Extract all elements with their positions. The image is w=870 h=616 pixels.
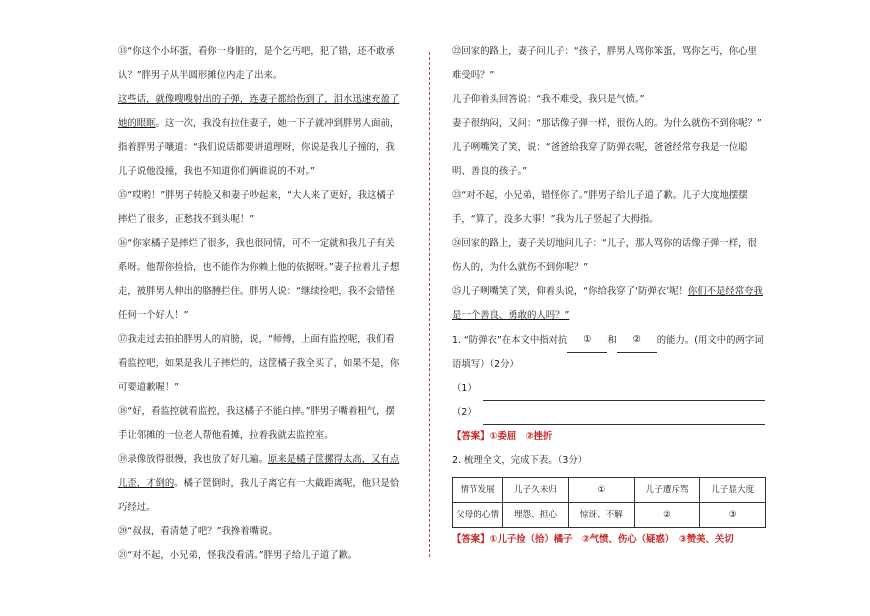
- paragraph-wife-asks: 妻子很纳闷，又问：“那话像子弹一样，很伤人的。为什么就伤不到你呢？”: [452, 118, 762, 129]
- table-cell: 儿子显大度: [700, 478, 766, 503]
- paragraph-25-start: ㉕儿子咧嘴笑了笑，仰着头说，“你给我穿了‘防弹衣’呢！: [452, 286, 688, 297]
- table-cell: ③: [700, 503, 766, 528]
- paragraph-14-rest: 。这一次，我没有拉住妻子，她一下子就冲到胖男人面前，指着胖男子嚷道：“我们说话都要讲道理呀，你说是我儿子撞的，我儿子说他没撞，我也不知道你们俩谁说的不对。”: [118, 118, 400, 177]
- paragraph-14: [118, 88, 400, 184]
- paragraph-21: ㉑“对不起，小兄弟，怪我没看清。”胖男子给儿子道了歉。: [118, 550, 358, 561]
- answer-line-1[interactable]: [483, 384, 765, 401]
- paragraph-19: [118, 448, 400, 520]
- blank-1[interactable]: ①: [567, 328, 607, 353]
- paragraph-14-underlined: 这些话，就像嗖嗖射出的子弹，连妻子都给伤到了，泪水迅速充盈了她的眼眶: [118, 94, 400, 129]
- paragraph-19-start: ⑲录像放得很慢，我也放了好几遍。: [118, 454, 269, 465]
- answer-label: 【答案】: [452, 534, 490, 545]
- fill-row-2: [452, 401, 766, 425]
- table-row: [453, 478, 766, 503]
- left-column: [118, 40, 400, 568]
- question-2: 2. 梳理全文，完成下表。（3分）: [452, 455, 588, 466]
- paragraph-24: ㉔回家的路上，妻子关切地问儿子：“儿子，那人骂你的话像子弹一样，很伤人的，为什么就伤不到你呢？”: [452, 238, 757, 273]
- paragraph-16: ⑯“你家橘子是摔烂了很多，我也很同情，可不一定就和我儿子有关系呀。他帮你捡拾，也不能作为你赖上他的依据呀。”妻子拉着儿子想走，被胖男人伸出的胳膊拦住。胖男人说：“继续捡吧，我不会错怪任何一个好人！”: [118, 238, 400, 321]
- paragraph-23: ㉓“对不起，小兄弟，错怪你了。”胖男子给儿子道了歉。儿子大度地摆摆手，“算了，没多大事！”我为儿子竖起了大拇指。: [452, 190, 748, 225]
- table-cell: 惊讶、不解: [568, 503, 634, 528]
- question-1: [452, 328, 766, 377]
- table-cell: ①: [568, 478, 634, 503]
- answer-2: [452, 528, 766, 552]
- paragraph-19-underlined: 原来是橘子筐摞得太高，又有点儿歪，才倒的: [118, 454, 400, 489]
- plot-table-wrap: [452, 477, 766, 528]
- table-cell: ②: [634, 503, 700, 528]
- paragraph-18: ⑱“好，看监控就看监控，我这橘子不能白摔。”胖男子嘴着粗气，摆手让邻摊的一位老人帮他看摊，拉着我就去监控室。: [118, 406, 395, 441]
- question-1-tail: 的能力。(用文中的两字词语填写）（2分）: [452, 335, 764, 370]
- blank-2[interactable]: ②: [617, 328, 657, 353]
- column-divider: [429, 52, 430, 557]
- paragraph-25: [452, 280, 766, 328]
- paragraph-19-rest: 。橘子筐倒时，我儿子离它有一大截距离呢，他只是恰巧经过。: [118, 478, 400, 513]
- question-1-text: 1. “防弹衣”在本文中指对抗: [452, 335, 568, 346]
- table-cell: 儿子久未归: [503, 478, 569, 503]
- answer-2-text: ①儿子捡（拾）橘子 ②气愤、伤心（疑惑） ③赞美、关切: [489, 534, 734, 545]
- answer-1: [452, 425, 766, 449]
- table-cell: 父母的心情: [453, 503, 503, 528]
- table-row: [453, 503, 766, 528]
- paragraph-13: ⑬“你这个小坏蛋，看你一身脏的，是个乞丐吧，犯了错，还不敢承认？”胖男子从半圆形摊位内走了出来。: [118, 46, 395, 81]
- paragraph-son-smiles: 儿子咧嘴笑了笑，说：“爸爸给我穿了防弹衣呢，爸爸经常夸我是一位聪明、善良的孩子。”: [452, 142, 748, 177]
- table-cell: 情节发展: [453, 478, 503, 503]
- table-cell: 埋怨、担心: [503, 503, 569, 528]
- paragraph-15: ⑮“哎哟！”胖男子转脸又和妻子吵起来，“大人来了更好，我这橘子摔烂了很多，正愁找不到头呢！”: [118, 190, 396, 225]
- table-cell: 儿子遭斥骂: [634, 478, 700, 503]
- question-1-and: 和: [607, 335, 617, 346]
- paragraph-22: ㉒回家的路上，妻子问儿子：“孩子，胖男人骂你笨蛋，骂你乞丐，你心里难受吗？”: [452, 46, 757, 81]
- paragraph-20: ⑳“叔叔，看清楚了吧？”我搀着嘴说。: [118, 526, 278, 537]
- fill-row-1: [452, 377, 766, 401]
- fill-label-2: （2）: [452, 407, 477, 418]
- paragraph-25-underlined: 你们不是经常夸我是一个善良、勇敢的人吗？”: [452, 286, 763, 321]
- right-column: [452, 40, 766, 552]
- paragraph-17: ⑰我走过去拍拍胖男人的肩膀，说，“师傅，上面有监控呢，我们看看监控吧，如果是我儿子摔烂的，这筐橘子我全买了，如果不是，你可要道歉喔！”: [118, 334, 400, 393]
- plot-table: [452, 477, 766, 528]
- answer-label: 【答案】: [452, 431, 490, 442]
- paragraph-son-reply: 儿子仰着头回答说：“我不难受，我只是气愤。”: [452, 94, 645, 105]
- fill-label-1: （1）: [452, 383, 477, 394]
- answer-line-2[interactable]: [483, 408, 765, 425]
- answer-1-text: ①委屈 ②挫折: [489, 431, 553, 442]
